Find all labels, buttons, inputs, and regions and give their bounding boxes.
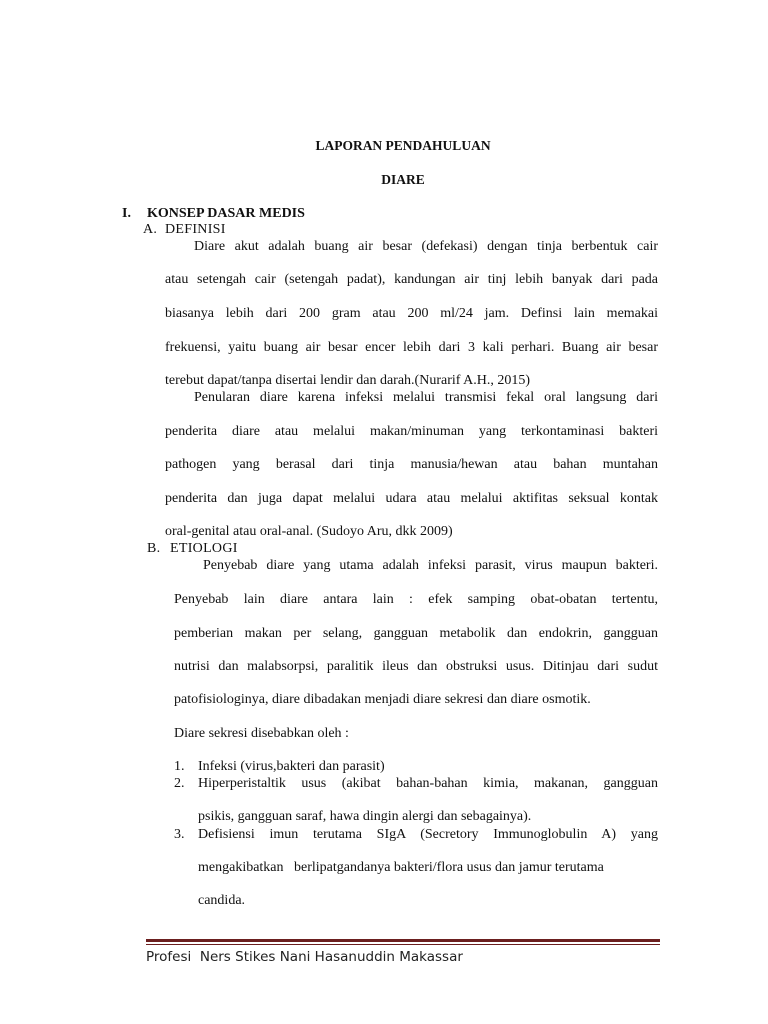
etiologi-line: patofisiologinya, diare dibadakan menjadi diare sekresi dan diare osmotik.	[174, 692, 591, 707]
subsection-a-letter: A.	[143, 222, 158, 237]
definisi-line: Penularan diare karena infeksi melalui transmisi fekal oral langsung dari	[194, 390, 658, 405]
page-footer: Profesi Ners Stikes Nani Hasanuddin Makassar	[146, 949, 463, 965]
list-number: 1.	[174, 759, 185, 774]
list-item: candida.	[198, 893, 246, 908]
footer-rule-thin	[146, 944, 660, 945]
footer-rule	[146, 939, 660, 942]
definisi-line: terebut dapat/tanpa disertai lendir dan darah.(Nurarif A.H., 2015)	[165, 373, 531, 388]
list-item: Infeksi (virus,bakteri dan parasit)	[198, 759, 385, 774]
definisi-line: frekuensi, yaitu buang air besar encer lebih dari 3 kali perhari. Buang air besar	[165, 340, 658, 355]
section-heading: KONSEP DASAR MEDIS	[147, 206, 305, 221]
definisi-line: biasanya lebih dari 200 gram atau 200 ml/24 jam. Definsi lain memakai	[165, 306, 658, 321]
subsection-b-heading: ETIOLOGI	[170, 541, 238, 556]
subsection-a-heading: DEFINISI	[165, 222, 226, 237]
etiologi-line: Penyebab diare yang utama adalah infeksi parasit, virus maupun bakteri.	[203, 558, 658, 573]
etiologi-line: nutrisi dan malabsorpsi, paralitik ileus dan obstruksi usus. Ditinjau dari sudut	[174, 659, 658, 674]
list-item: Defisiensi imun terutama SIgA (Secretory Immunoglobulin A) yang	[198, 827, 658, 842]
definisi-line: penderita diare atau melalui makan/minuman yang terkontaminasi bakteri	[165, 424, 658, 439]
definisi-line: pathogen yang berasal dari tinja manusia/hewan atau bahan muntahan	[165, 457, 658, 472]
list-item: Hiperperistaltik usus (akibat bahan-bahan kimia, makanan, gangguan	[198, 776, 658, 791]
etiologi-line: Diare sekresi disebabkan oleh :	[174, 726, 349, 741]
list-item: mengakibatkan berlipatgandanya bakteri/flora usus dan jamur terutama	[198, 860, 604, 875]
section-number: I.	[122, 206, 131, 221]
list-item: psikis, gangguan saraf, hawa dingin alergi dan sebagainya).	[198, 809, 532, 824]
etiologi-line: pemberian makan per selang, gangguan metabolik dan endokrin, gangguan	[174, 626, 658, 641]
etiologi-line: Penyebab lain diare antara lain : efek samping obat-obatan tertentu,	[174, 592, 658, 607]
list-number: 2.	[174, 776, 185, 791]
definisi-line: penderita dan juga dapat melalui udara atau melalui aktifitas seksual kontak	[165, 491, 658, 506]
document-title: LAPORAN PENDAHULUAN	[315, 138, 491, 153]
list-number: 3.	[174, 827, 185, 842]
definisi-line: oral-genital atau oral-anal. (Sudoyo Aru, dkk 2009)	[165, 524, 453, 539]
document-subtitle: DIARE	[381, 172, 425, 187]
definisi-line: atau setengah cair (setengah padat), kandungan air tinj lebih banyak dari pada	[165, 272, 658, 287]
subsection-b-letter: B.	[147, 541, 161, 556]
definisi-line: Diare akut adalah buang air besar (defekasi) dengan tinja berbentuk cair	[194, 239, 658, 254]
